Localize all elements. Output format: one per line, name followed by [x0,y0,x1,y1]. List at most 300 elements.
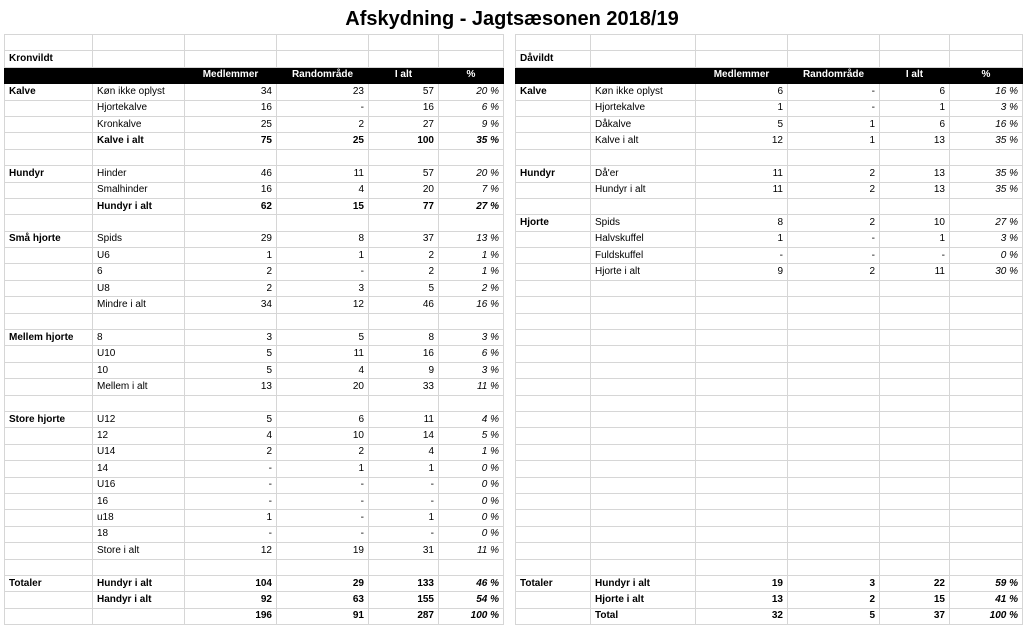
empty-cell[interactable] [277,395,369,411]
row-label[interactable]: 18 [93,526,185,542]
row-label[interactable] [93,608,185,624]
empty-cell[interactable] [93,215,185,231]
empty-cell[interactable] [696,461,788,477]
pct-cell[interactable]: 59 % [950,575,1023,591]
pct-cell[interactable]: 9 % [439,116,504,132]
empty-cell[interactable] [696,51,788,67]
random-cell[interactable]: 1 [788,133,880,149]
random-cell[interactable]: 3 [788,575,880,591]
empty-cell[interactable] [93,35,185,51]
empty-cell[interactable] [696,559,788,575]
row-label[interactable]: Fuldskuffel [591,248,696,264]
random-cell[interactable]: 6 [277,411,369,427]
total-cell[interactable]: 16 [369,100,439,116]
empty-cell[interactable] [696,198,788,214]
empty-cell[interactable] [516,543,591,559]
random-cell[interactable]: 19 [277,543,369,559]
members-cell[interactable]: 34 [185,297,277,313]
empty-cell[interactable] [591,346,696,362]
empty-cell[interactable] [880,493,950,509]
members-cell[interactable]: 13 [185,379,277,395]
pct-cell[interactable]: 13 % [439,231,504,247]
empty-cell[interactable] [5,297,93,313]
total-cell[interactable]: 1 [369,461,439,477]
total-cell[interactable]: 155 [369,592,439,608]
random-cell[interactable]: - [788,231,880,247]
empty-cell[interactable] [591,461,696,477]
empty-cell[interactable] [696,362,788,378]
empty-cell[interactable] [185,51,277,67]
empty-cell[interactable] [696,280,788,296]
pct-cell[interactable]: 100 % [950,608,1023,624]
group-name[interactable]: Kalve [516,84,591,100]
empty-cell[interactable] [5,461,93,477]
header-members[interactable]: Medlemmer [696,67,788,83]
empty-cell[interactable] [880,362,950,378]
members-cell[interactable]: 6 [696,84,788,100]
group-name[interactable]: Totaler [5,575,93,591]
empty-cell[interactable] [369,395,439,411]
pct-cell[interactable]: 1 % [439,444,504,460]
random-cell[interactable]: 63 [277,592,369,608]
empty-cell[interactable] [880,461,950,477]
row-label[interactable]: 10 [93,362,185,378]
row-label[interactable]: Køn ikke oplyst [93,84,185,100]
pct-cell[interactable]: 5 % [439,428,504,444]
random-cell[interactable]: 2 [277,444,369,460]
total-cell[interactable]: 15 [880,592,950,608]
empty-cell[interactable] [950,493,1023,509]
row-label[interactable]: U16 [93,477,185,493]
pct-cell[interactable]: 0 % [439,526,504,542]
empty-cell[interactable] [5,444,93,460]
total-cell[interactable]: 6 [880,116,950,132]
pct-cell[interactable]: 7 % [439,182,504,198]
empty-cell[interactable] [516,133,591,149]
total-cell[interactable]: 16 [369,346,439,362]
empty-cell[interactable] [516,198,591,214]
empty-cell[interactable] [185,149,277,165]
random-cell[interactable]: 91 [277,608,369,624]
pct-cell[interactable]: 1 % [439,248,504,264]
empty-cell[interactable] [5,428,93,444]
members-cell[interactable]: 8 [696,215,788,231]
empty-cell[interactable] [277,313,369,329]
empty-cell[interactable] [93,559,185,575]
pct-cell[interactable]: 35 % [950,182,1023,198]
group-name[interactable]: Kalve [5,84,93,100]
row-label[interactable]: Då'er [591,166,696,182]
empty-cell[interactable] [369,51,439,67]
empty-cell[interactable] [696,493,788,509]
empty-cell[interactable] [516,526,591,542]
total-cell[interactable]: 13 [880,133,950,149]
random-cell[interactable]: 2 [788,166,880,182]
empty-cell[interactable] [880,313,950,329]
random-cell[interactable]: 25 [277,133,369,149]
empty-cell[interactable] [788,313,880,329]
row-label[interactable]: Hinder [93,166,185,182]
members-cell[interactable]: 5 [185,346,277,362]
empty-cell[interactable] [591,362,696,378]
empty-cell[interactable] [93,51,185,67]
empty-cell[interactable] [880,477,950,493]
total-cell[interactable]: 10 [880,215,950,231]
total-cell[interactable]: 31 [369,543,439,559]
total-cell[interactable]: 1 [880,100,950,116]
members-cell[interactable]: 75 [185,133,277,149]
empty-cell[interactable] [5,100,93,116]
members-cell[interactable]: 2 [185,280,277,296]
empty-cell[interactable] [788,346,880,362]
random-cell[interactable]: 20 [277,379,369,395]
empty-cell[interactable] [950,51,1023,67]
empty-cell[interactable] [696,428,788,444]
total-cell[interactable]: - [369,526,439,542]
random-cell[interactable]: 4 [277,182,369,198]
empty-cell[interactable] [950,330,1023,346]
members-cell[interactable]: 5 [185,411,277,427]
empty-cell[interactable] [369,559,439,575]
empty-cell[interactable] [591,493,696,509]
members-cell[interactable]: 2 [185,264,277,280]
empty-cell[interactable] [516,493,591,509]
members-cell[interactable]: 2 [185,444,277,460]
empty-cell[interactable] [950,461,1023,477]
empty-cell[interactable] [516,608,591,624]
empty-cell[interactable] [516,477,591,493]
total-cell[interactable]: 6 [880,84,950,100]
empty-cell[interactable] [788,51,880,67]
header-random[interactable]: Randområde [788,67,880,83]
members-cell[interactable]: 5 [185,362,277,378]
empty-cell[interactable] [591,543,696,559]
random-cell[interactable]: 10 [277,428,369,444]
total-cell[interactable]: 13 [880,182,950,198]
empty-cell[interactable] [591,395,696,411]
empty-cell[interactable] [5,133,93,149]
empty-cell[interactable] [516,248,591,264]
empty-cell[interactable] [880,444,950,460]
empty-cell[interactable] [696,313,788,329]
empty-cell[interactable] [93,313,185,329]
empty-cell[interactable] [5,280,93,296]
pct-cell[interactable]: 35 % [950,166,1023,182]
empty-cell[interactable] [950,280,1023,296]
pct-cell[interactable]: 0 % [439,477,504,493]
empty-cell[interactable] [369,215,439,231]
random-cell[interactable]: - [277,493,369,509]
random-cell[interactable]: 11 [277,166,369,182]
empty-cell[interactable] [439,559,504,575]
members-cell[interactable]: 16 [185,100,277,116]
random-cell[interactable]: 11 [277,346,369,362]
group-name[interactable]: Hjorte [516,215,591,231]
empty-cell[interactable] [788,543,880,559]
pct-cell[interactable]: 41 % [950,592,1023,608]
random-cell[interactable]: 5 [788,608,880,624]
empty-cell[interactable] [516,313,591,329]
empty-cell[interactable] [950,35,1023,51]
empty-cell[interactable] [788,477,880,493]
empty-cell[interactable] [880,330,950,346]
empty-cell[interactable] [5,248,93,264]
header-blank[interactable] [591,67,696,83]
total-cell[interactable]: 11 [880,264,950,280]
total-cell[interactable]: 57 [369,84,439,100]
empty-cell[interactable] [277,51,369,67]
random-cell[interactable]: 1 [788,116,880,132]
empty-cell[interactable] [5,526,93,542]
random-cell[interactable]: - [788,100,880,116]
empty-cell[interactable] [950,198,1023,214]
row-label[interactable]: U14 [93,444,185,460]
empty-cell[interactable] [591,526,696,542]
row-label[interactable]: Mindre i alt [93,297,185,313]
empty-cell[interactable] [516,362,591,378]
empty-cell[interactable] [950,379,1023,395]
empty-cell[interactable] [591,35,696,51]
empty-cell[interactable] [185,559,277,575]
empty-cell[interactable] [516,182,591,198]
pct-cell[interactable]: 11 % [439,543,504,559]
members-cell[interactable]: - [185,526,277,542]
row-label[interactable]: Total [591,608,696,624]
empty-cell[interactable] [93,395,185,411]
row-label[interactable]: Spids [93,231,185,247]
group-name[interactable]: Mellem hjorte [5,330,93,346]
members-cell[interactable]: 1 [185,510,277,526]
random-cell[interactable]: - [788,248,880,264]
empty-cell[interactable] [880,559,950,575]
row-label[interactable]: Kalve i alt [591,133,696,149]
group-name[interactable]: Hundyr [516,166,591,182]
members-cell[interactable]: 9 [696,264,788,280]
pct-cell[interactable]: 0 % [439,493,504,509]
empty-cell[interactable] [696,477,788,493]
row-label[interactable]: Hundyr i alt [591,575,696,591]
empty-cell[interactable] [5,477,93,493]
empty-cell[interactable] [591,51,696,67]
empty-cell[interactable] [439,35,504,51]
header-members[interactable]: Medlemmer [185,67,277,83]
empty-cell[interactable] [185,215,277,231]
empty-cell[interactable] [788,395,880,411]
pct-cell[interactable]: 0 % [439,461,504,477]
random-cell[interactable]: 2 [788,182,880,198]
header-total[interactable]: I alt [369,67,439,83]
row-label[interactable]: U10 [93,346,185,362]
empty-cell[interactable] [5,116,93,132]
empty-cell[interactable] [591,280,696,296]
empty-cell[interactable] [5,395,93,411]
empty-cell[interactable] [516,330,591,346]
empty-cell[interactable] [788,280,880,296]
random-cell[interactable]: 15 [277,198,369,214]
pct-cell[interactable]: 4 % [439,411,504,427]
empty-cell[interactable] [5,313,93,329]
empty-cell[interactable] [696,149,788,165]
empty-cell[interactable] [516,559,591,575]
empty-cell[interactable] [516,592,591,608]
total-cell[interactable]: - [880,248,950,264]
members-cell[interactable]: 62 [185,198,277,214]
empty-cell[interactable] [950,559,1023,575]
empty-cell[interactable] [5,559,93,575]
empty-cell[interactable] [788,330,880,346]
empty-cell[interactable] [185,313,277,329]
total-cell[interactable]: 133 [369,575,439,591]
total-cell[interactable]: 13 [880,166,950,182]
total-cell[interactable]: 2 [369,248,439,264]
pct-cell[interactable]: 35 % [439,133,504,149]
members-cell[interactable]: 5 [696,116,788,132]
row-label[interactable]: 6 [93,264,185,280]
empty-cell[interactable] [788,379,880,395]
row-label[interactable]: 8 [93,330,185,346]
random-cell[interactable]: 29 [277,575,369,591]
empty-cell[interactable] [788,444,880,460]
empty-cell[interactable] [516,428,591,444]
total-cell[interactable]: 37 [880,608,950,624]
section-title[interactable]: Dåvildt [516,51,591,67]
empty-cell[interactable] [5,149,93,165]
empty-cell[interactable] [880,280,950,296]
row-label[interactable]: Køn ikke oplyst [591,84,696,100]
empty-cell[interactable] [880,395,950,411]
empty-cell[interactable] [880,198,950,214]
empty-cell[interactable] [880,35,950,51]
empty-cell[interactable] [277,215,369,231]
empty-cell[interactable] [880,543,950,559]
empty-cell[interactable] [5,35,93,51]
empty-cell[interactable] [277,149,369,165]
random-cell[interactable]: 2 [788,215,880,231]
empty-cell[interactable] [439,313,504,329]
empty-cell[interactable] [185,35,277,51]
random-cell[interactable]: - [788,84,880,100]
pct-cell[interactable]: 1 % [439,264,504,280]
row-label[interactable]: U8 [93,280,185,296]
empty-cell[interactable] [369,313,439,329]
members-cell[interactable]: 4 [185,428,277,444]
random-cell[interactable]: 2 [277,116,369,132]
row-label[interactable]: 12 [93,428,185,444]
total-cell[interactable]: 287 [369,608,439,624]
empty-cell[interactable] [439,51,504,67]
empty-cell[interactable] [516,149,591,165]
pct-cell[interactable]: 3 % [439,362,504,378]
empty-cell[interactable] [950,346,1023,362]
members-cell[interactable]: 104 [185,575,277,591]
empty-cell[interactable] [439,395,504,411]
empty-cell[interactable] [5,198,93,214]
empty-cell[interactable] [788,297,880,313]
group-name[interactable]: Hundyr [5,166,93,182]
pct-cell[interactable]: 2 % [439,280,504,296]
empty-cell[interactable] [950,395,1023,411]
empty-cell[interactable] [950,477,1023,493]
empty-cell[interactable] [369,149,439,165]
header-pct[interactable]: % [439,67,504,83]
total-cell[interactable]: 100 [369,133,439,149]
members-cell[interactable]: 29 [185,231,277,247]
empty-cell[interactable] [950,297,1023,313]
empty-cell[interactable] [696,526,788,542]
members-cell[interactable]: 92 [185,592,277,608]
members-cell[interactable]: 3 [185,330,277,346]
empty-cell[interactable] [591,510,696,526]
pct-cell[interactable]: 16 % [439,297,504,313]
row-label[interactable]: Mellem i alt [93,379,185,395]
members-cell[interactable]: 13 [696,592,788,608]
total-cell[interactable]: 11 [369,411,439,427]
header-random[interactable]: Randområde [277,67,369,83]
empty-cell[interactable] [696,510,788,526]
pct-cell[interactable]: 30 % [950,264,1023,280]
pct-cell[interactable]: 20 % [439,166,504,182]
empty-cell[interactable] [880,510,950,526]
empty-cell[interactable] [516,395,591,411]
empty-cell[interactable] [5,346,93,362]
header-pct[interactable]: % [950,67,1023,83]
members-cell[interactable]: 11 [696,166,788,182]
row-label[interactable]: Hjortekalve [591,100,696,116]
empty-cell[interactable] [591,330,696,346]
total-cell[interactable]: 37 [369,231,439,247]
empty-cell[interactable] [516,35,591,51]
row-label[interactable]: Hundyr i alt [93,575,185,591]
empty-cell[interactable] [5,379,93,395]
row-label[interactable]: Hjorte i alt [591,264,696,280]
empty-cell[interactable] [439,215,504,231]
empty-cell[interactable] [950,411,1023,427]
empty-cell[interactable] [696,330,788,346]
random-cell[interactable]: 3 [277,280,369,296]
group-name[interactable]: Totaler [516,575,591,591]
header-blank[interactable] [516,67,591,83]
empty-cell[interactable] [5,182,93,198]
members-cell[interactable]: - [185,477,277,493]
total-cell[interactable]: 1 [369,510,439,526]
empty-cell[interactable] [516,100,591,116]
section-title[interactable]: Kronvildt [5,51,93,67]
empty-cell[interactable] [788,198,880,214]
random-cell[interactable]: 1 [277,248,369,264]
empty-cell[interactable] [591,477,696,493]
pct-cell[interactable]: 3 % [439,330,504,346]
pct-cell[interactable]: 0 % [439,510,504,526]
empty-cell[interactable] [5,362,93,378]
pct-cell[interactable]: 11 % [439,379,504,395]
empty-cell[interactable] [788,526,880,542]
members-cell[interactable]: 25 [185,116,277,132]
empty-cell[interactable] [5,264,93,280]
members-cell[interactable]: - [696,248,788,264]
random-cell[interactable]: 1 [277,461,369,477]
empty-cell[interactable] [516,346,591,362]
total-cell[interactable]: 57 [369,166,439,182]
total-cell[interactable]: 46 [369,297,439,313]
empty-cell[interactable] [5,510,93,526]
row-label[interactable]: Spids [591,215,696,231]
random-cell[interactable]: - [277,526,369,542]
random-cell[interactable]: 8 [277,231,369,247]
empty-cell[interactable] [696,297,788,313]
empty-cell[interactable] [516,461,591,477]
empty-cell[interactable] [591,379,696,395]
members-cell[interactable]: - [185,493,277,509]
